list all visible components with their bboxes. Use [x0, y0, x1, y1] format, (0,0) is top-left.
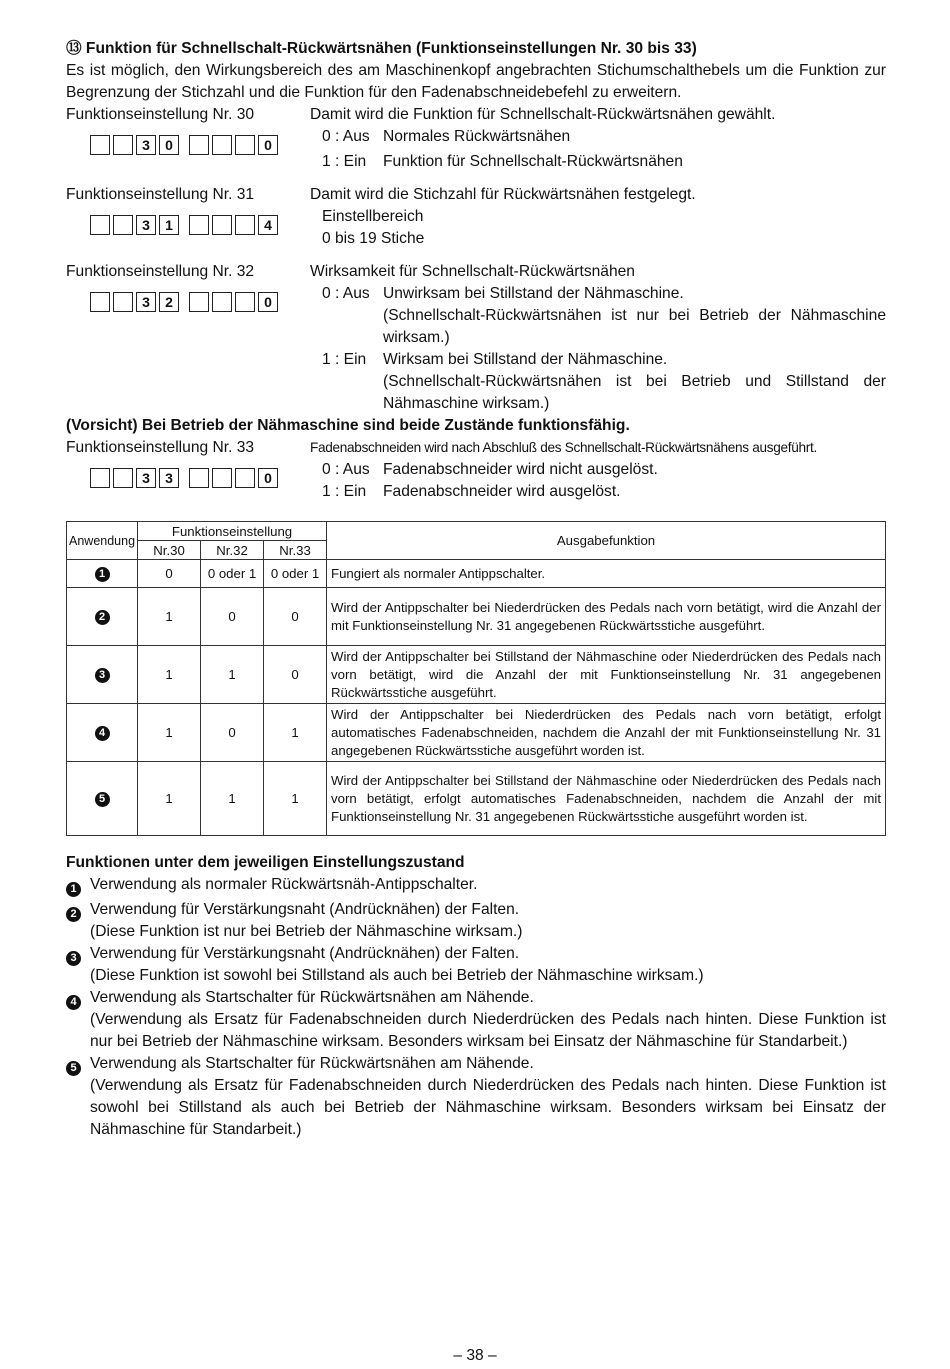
setting-label: Funktionseinstellung Nr. 32 — [66, 263, 255, 280]
setting-31 — [66, 184, 886, 261]
display-digit — [90, 292, 110, 312]
caution-note: (Vorsicht) Bei Betrieb der Nähmaschine sind beide Zustände funktionsfähig. — [66, 417, 630, 434]
cell-nr32: 0 — [201, 588, 264, 646]
number-2-icon: 2 — [95, 610, 110, 625]
number-5-icon: 5 — [95, 792, 110, 807]
table-header-funktionseinstellung: Funktionseinstellung — [138, 522, 327, 541]
table-header-nr32: Nr.32 — [201, 541, 264, 560]
display-digit — [235, 468, 255, 488]
item-text: Verwendung als Startschalter für Rückwärtsnähen am Nähende. — [90, 989, 534, 1006]
list-item — [70, 943, 886, 987]
table-header-nr30: Nr.30 — [138, 541, 201, 560]
setting-30 — [66, 104, 886, 184]
functions-list — [70, 874, 886, 1141]
cell-ausgabe: Wird der Antippschalter bei Stillstand der Nähmaschine oder Niederdrücken des Pedals nach vorn betätigt, erfolgt automatisches Fadenabschneiden, nachdem die Anzahl der mit Funktionseinstellung Nr. 31 angegebenen Rückwärtsstiche ausgeführt worden ist. — [327, 762, 886, 836]
setting-display — [90, 215, 306, 235]
list-item — [70, 874, 886, 899]
option-row: 1 : Ein Fadenabschneider wird ausgelöst. — [322, 483, 621, 500]
number-2-icon: 2 — [66, 907, 81, 922]
number-3-icon: 3 — [95, 668, 110, 683]
cell-ausgabe: Wird der Antippschalter bei Niederdrücken des Pedals nach vorn betätigt, erfolgt automatisches Fadenabschneiden, nachdem die Anzahl der mit Funktionseinstellung Nr. 31 angegebenen Rückwärtsstiche ausgeführt worden ist. — [327, 704, 886, 762]
display-digit — [212, 215, 232, 235]
item-text: Verwendung als Startschalter für Rückwärtsnähen am Nähende. — [90, 1055, 534, 1072]
number-4-icon: 4 — [66, 995, 81, 1010]
item-note: (Verwendung als Ersatz für Fadenabschneiden durch Niederdrücken des Pedals nach hinten. Diese Funktion ist nur bei Betrieb der Nähmaschine wirksam. Besonders wirksam bei Einsatz der Nähmaschine für Standarbeit.) — [90, 1011, 886, 1050]
cell-ausgabe: Wird der Antippschalter bei Stillstand der Nähmaschine oder Niederdrücken des Pedals nach vorn betätigt, wird die Anzahl der mit Funktionseinstellung Nr. 31 angegebenen Rückwärtsstiche ausgeführt. — [327, 646, 886, 704]
cell-nr33: 0 — [264, 646, 327, 704]
display-digit — [90, 468, 110, 488]
setting-label: Funktionseinstellung Nr. 30 — [66, 106, 255, 123]
display-digit: 0 — [159, 135, 179, 155]
section-intro: Es ist möglich, den Wirkungsbereich des am Maschinenkopf angebrachten Stichumschalthebels um die Funktion zur Begrenzung der Stichzahl und die Funktion für den Fadenabschneidebefehl zu erweitern. — [66, 62, 886, 101]
setting-heading: Damit wird die Stichzahl für Rückwärtsnähen festgelegt. — [310, 186, 696, 203]
display-digit: 2 — [159, 292, 179, 312]
cell-nr30: 1 — [138, 704, 201, 762]
number-5-icon: 5 — [66, 1061, 81, 1076]
display-digit — [189, 215, 209, 235]
display-digit — [113, 215, 133, 235]
display-digit — [212, 292, 232, 312]
option-note: (Schnellschalt-Rückwärtsnähen ist bei Betrieb und Stillstand der Nähmaschine wirksam.) — [383, 373, 886, 412]
table-header-ausgabe: Ausgabefunktion — [327, 522, 886, 560]
cell-nr32: 1 — [201, 646, 264, 704]
display-digit — [90, 215, 110, 235]
table-header-nr33: Nr.33 — [264, 541, 327, 560]
cell-nr30: 0 — [138, 560, 201, 588]
display-digit — [113, 468, 133, 488]
setting-display — [90, 468, 306, 488]
setting-heading: Damit wird die Funktion für Schnellschalt-Rückwärtsnähen gewählt. — [310, 106, 776, 123]
option-row: 0 : Aus Unwirksam bei Stillstand der Nähmaschine. — [322, 285, 684, 302]
display-digit: 3 — [136, 135, 156, 155]
display-digit — [189, 292, 209, 312]
display-digit: 0 — [258, 468, 278, 488]
number-1-icon: 1 — [66, 882, 81, 897]
display-digit — [235, 135, 255, 155]
option-row: 0 : Aus Fadenabschneider wird nicht ausgelöst. — [322, 461, 658, 478]
table-header-anwendung: Anwendung — [67, 522, 138, 560]
display-digit: 4 — [258, 215, 278, 235]
display-digit — [189, 468, 209, 488]
setting-display — [90, 292, 306, 312]
cell-nr32: 1 — [201, 762, 264, 836]
functions-heading: Funktionen unter dem jeweiligen Einstellungszustand — [66, 854, 465, 871]
number-3-icon: 3 — [66, 951, 81, 966]
page-number: – 38 – — [453, 1347, 497, 1364]
section-title: ⑬ Funktion für Schnellschalt-Rückwärtsnähen (Funktionseinstellungen Nr. 30 bis 33) — [66, 40, 697, 57]
item-note: (Diese Funktion ist nur bei Betrieb der Nähmaschine wirksam.) — [90, 923, 523, 940]
setting-33 — [66, 437, 886, 517]
list-item — [70, 1053, 886, 1141]
cell-nr30: 1 — [138, 646, 201, 704]
display-digit: 0 — [258, 135, 278, 155]
display-digit: 3 — [159, 468, 179, 488]
cell-nr33: 0 oder 1 — [264, 560, 327, 588]
display-digit: 3 — [136, 215, 156, 235]
cell-ausgabe: Wird der Antippschalter bei Niederdrücken des Pedals nach vorn betätigt, wird die Anzahl der mit Funktionseinstellung Nr. 31 angegebenen Rückwärtsstiche ausgeführt. — [327, 588, 886, 646]
cell-nr30: 1 — [138, 762, 201, 836]
display-digit: 1 — [159, 215, 179, 235]
table-row — [67, 762, 886, 836]
cell-ausgabe: Fungiert als normaler Antippschalter. — [327, 560, 886, 588]
display-digit — [90, 135, 110, 155]
display-digit: 3 — [136, 468, 156, 488]
display-digit — [212, 468, 232, 488]
list-item — [70, 899, 886, 943]
table-row — [67, 560, 886, 588]
item-text: Verwendung als normaler Rückwärtsnäh-Antippschalter. — [90, 876, 478, 893]
display-digit: 0 — [258, 292, 278, 312]
item-note: (Diese Funktion ist sowohl bei Stillstand als auch bei Betrieb der Nähmaschine wirksam.) — [90, 967, 704, 984]
display-digit — [113, 292, 133, 312]
cell-nr32: 0 — [201, 704, 264, 762]
option-row: 0 : Aus Normales Rückwärtsnähen — [322, 128, 571, 145]
display-digit — [235, 215, 255, 235]
setting-32 — [66, 261, 886, 415]
cell-nr33: 0 — [264, 588, 327, 646]
option-row: 1 : Ein Funktion für Schnellschalt-Rückwärtsnähen — [322, 153, 683, 170]
number-1-icon: 1 — [95, 567, 110, 582]
item-text: Verwendung für Verstärkungsnaht (Andrücknähen) der Falten. — [90, 945, 520, 962]
cell-nr33: 1 — [264, 704, 327, 762]
cell-nr32: 0 oder 1 — [201, 560, 264, 588]
setting-label: Funktionseinstellung Nr. 33 — [66, 439, 255, 456]
table-row — [67, 588, 886, 646]
table-row — [67, 704, 886, 762]
cell-nr33: 1 — [264, 762, 327, 836]
cell-nr30: 1 — [138, 588, 201, 646]
display-digit — [235, 292, 255, 312]
setting-label: Funktionseinstellung Nr. 31 — [66, 186, 255, 203]
number-4-icon: 4 — [95, 726, 110, 741]
setting-display — [90, 135, 306, 155]
option-note: (Schnellschalt-Rückwärtsnähen ist nur bei Betrieb der Nähmaschine wirksam.) — [383, 307, 886, 346]
range-value: 0 bis 19 Stiche — [322, 230, 425, 247]
manual-page — [66, 38, 886, 1141]
display-digit — [113, 135, 133, 155]
settings-table — [66, 521, 886, 836]
setting-heading: Fadenabschneiden wird nach Abschluß des Schnellschalt-Rückwärtsnähens ausgeführt. — [310, 440, 817, 455]
list-item — [70, 987, 886, 1053]
display-digit: 3 — [136, 292, 156, 312]
display-digit — [189, 135, 209, 155]
item-note: (Verwendung als Ersatz für Fadenabschneiden durch Niederdrücken des Pedals nach hinten. Diese Funktion ist sowohl bei Stillstand als auch bei Betrieb der Nähmaschine wirksam. Besonders wirksam bei Einsatz der Nähmaschine für Standarbeit.) — [90, 1077, 886, 1138]
setting-heading: Wirksamkeit für Schnellschalt-Rückwärtsnähen — [310, 263, 635, 280]
display-digit — [212, 135, 232, 155]
item-text: Verwendung für Verstärkungsnaht (Andrücknähen) der Falten. — [90, 901, 520, 918]
option-row: 1 : Ein Wirksam bei Stillstand der Nähmaschine. — [322, 351, 668, 368]
range-label: Einstellbereich — [322, 208, 424, 225]
table-row — [67, 646, 886, 704]
